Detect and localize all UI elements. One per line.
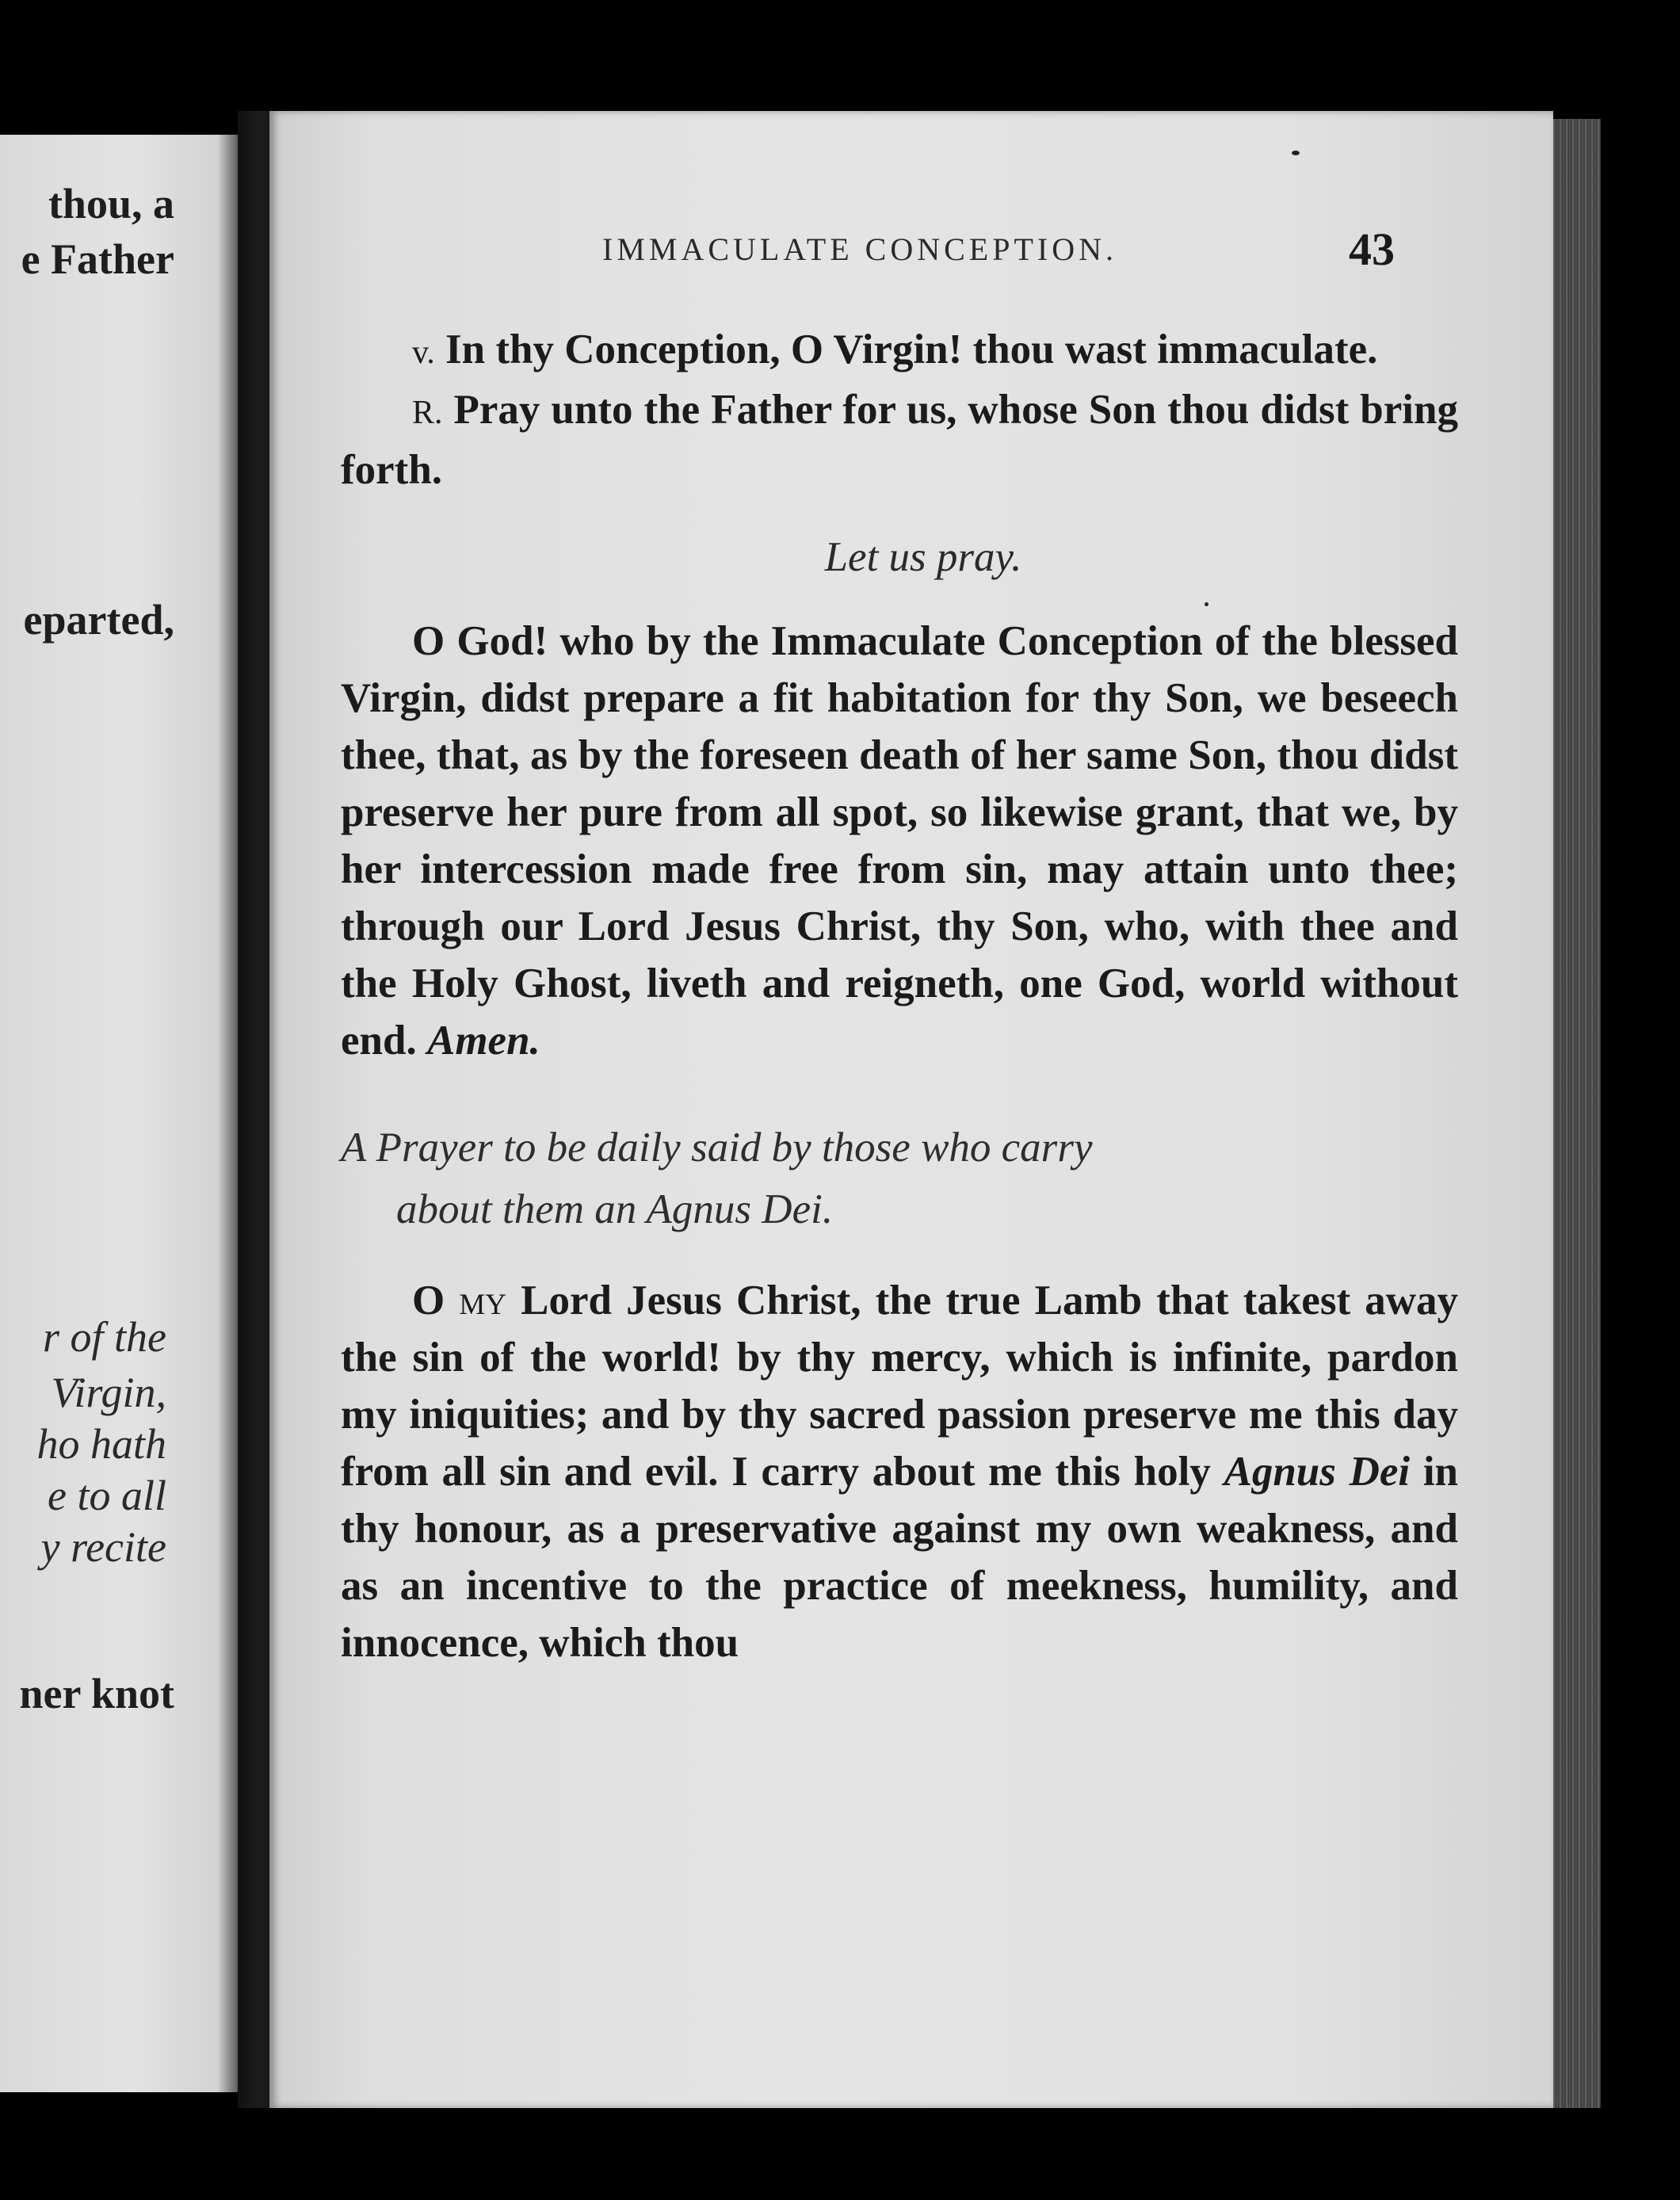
let-us-pray-heading: Let us pray.: [824, 534, 1022, 580]
response: [341, 381, 1458, 498]
prayer-immaculate-conception: [341, 613, 1458, 1069]
page-body: [341, 321, 1458, 1671]
prayer2-initial: O: [412, 1278, 445, 1323]
left-page-line: eparted,: [23, 596, 174, 644]
left-page-gutter-shadow: [217, 135, 238, 2092]
left-page-line: r of the: [43, 1313, 166, 1361]
prayer-agnus-dei: [341, 1272, 1458, 1671]
prayer1-text: O God! who by the Immaculate Conception of the blessed Virgin, didst prepare a fit habitation for thy Son, we beseech thee, that, as by the foreseen death of her same Son, thou didst preserve her pure from all spot, so likewise grant, that we, by her intercession made free from sin, may attain unto thee; through our Lord Jesus Christ, thy Son, who, with thee and the Holy Ghost, liveth and reigneth, one God, world without end.: [341, 618, 1458, 1064]
running-head: IMMACULATE CONCEPTION.: [602, 231, 1117, 267]
scan-speck: [1292, 151, 1300, 155]
left-page-line: y recite: [40, 1523, 166, 1571]
response-text: Pray unto the Father for us, whose Son thou didst bring forth.: [341, 387, 1459, 493]
left-page-line: e to all: [48, 1472, 166, 1519]
heading2-line2: about them an Agnus Dei.: [396, 1186, 834, 1232]
versicle-text: In thy Conception, O Virgin! thou wast immaculate.: [445, 327, 1378, 372]
response-mark: R.: [412, 395, 443, 431]
page-number: 43: [1349, 223, 1395, 275]
agnus-dei: Agnus Dei: [1224, 1449, 1411, 1495]
versicle: [341, 321, 1458, 381]
page-header: [269, 222, 1395, 277]
left-page-line: ho hath: [36, 1420, 166, 1468]
agnus-dei-prayer-heading: [341, 1117, 1458, 1240]
heading2-line1: A Prayer to be daily said by those who carry: [341, 1125, 1093, 1171]
versicle-mark: v.: [412, 334, 435, 371]
left-page-line: thou, a: [48, 180, 174, 227]
book-page: [269, 111, 1553, 2108]
left-page-line: Virgin,: [51, 1369, 166, 1416]
prayer2-text-a: Lord Jesus Christ, the true Lamb that takest away the sin of the world! by thy mercy, which is infinite, pardon my iniquities; and by thy sacred passion preserve me this day from all sin and evil. I carry about me this holy: [341, 1278, 1458, 1495]
left-page-line: ner knot: [19, 1670, 174, 1717]
left-page-line: e Father: [21, 235, 174, 283]
prayer2-smallcaps: my: [459, 1278, 506, 1323]
scan-speck: [1205, 602, 1208, 606]
amen: Amen.: [426, 1018, 540, 1064]
prayer2-text-b: in thy honour, as a preservative against my own weakness, and as an incentive to the practice of meekness, humility, and innocence, which thou: [341, 1449, 1459, 1666]
left-page-fragment: [0, 135, 238, 2092]
